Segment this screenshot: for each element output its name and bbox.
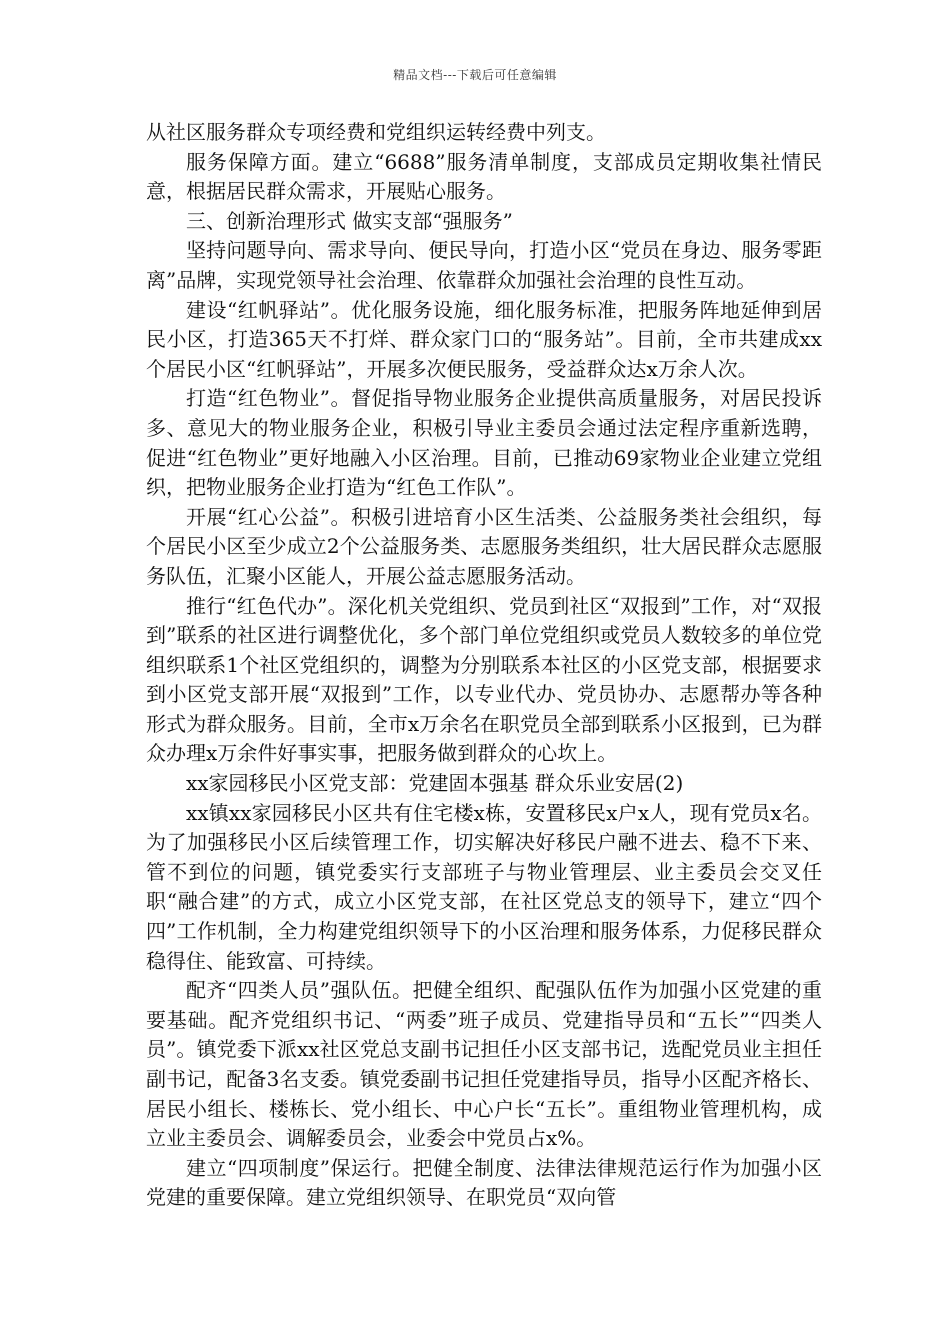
paragraph: 推行“红色代办”。深化机关党组织、党员到社区“双报到”工作，对“双报到”联系的社区进行调整优化，多个部门单位党组织或党员人数较多的单位党组织联系1个社区党组织的，调整为分别联系本社区的小区党支部，根据要求到小区党支部开展“双报到”工作，以专业代办、党员协办、志愿帮办等各种形式为群众服务。目前，全市x万余名在职党员全部到联系小区报到，已为群众办理x万余件好事实事，把服务做到群众的心坎上。 <box>146 593 822 766</box>
paragraph: 从社区服务群众专项经费和党组织运转经费中列支。 <box>146 120 606 144</box>
document-body <box>146 118 822 1213</box>
paragraph: 服务保障方面。建立“6688”服务清单制度，支部成员定期收集社情民意，根据居民群众需求，开展贴心服务。 <box>146 149 822 204</box>
paragraph: 建设“红帆驿站”。优化服务设施，细化服务标准，把服务阵地延伸到居民小区，打造365天不打烊、群众家门口的“服务站”。目前，全市共建成xx个居民小区“红帆驿站”，开展多次便民服务，受益群众达x万余人次。 <box>146 297 822 381</box>
paragraph: xx镇xx家园移民小区共有住宅楼x栋，安置移民x户x人，现有党员x名。为了加强移民小区后续管理工作，切实解决好移民户融不进去、稳不下来、管不到位的问题，镇党委实行支部班子与物业管理层、业主委员会交叉任职“融合建”的方式，成立小区党支部，在社区党总支的领导下，建立“四个四”工作机制，全力构建党组织领导下的小区治理和服务体系，力促移民群众稳得住、能致富、可持续。 <box>146 800 822 973</box>
paragraph: 坚持问题导向、需求导向、便民导向，打造小区“党员在身边、服务零距离”品牌，实现党领导社会治理、依靠群众加强社会治理的良性互动。 <box>146 238 822 292</box>
section-heading: xx家园移民小区党支部：党建固本强基 群众乐业安居(2) <box>186 771 684 796</box>
section-heading: 三、创新治理形式 做实支部“强服务” <box>186 208 513 233</box>
paragraph: 开展“红心公益”。积极引进培育小区生活类、公益服务类社会组织，每个居民小区至少成立2个公益服务类、志愿服务类组织，壮大居民群众志愿服务队伍，汇聚小区能人，开展公益志愿服务活动。 <box>146 504 822 588</box>
paragraph: 打造“红色物业”。督促指导物业服务企业提供高质量服务，对居民投诉多、意见大的物业服务企业，积极引导业主委员会通过法定程序重新选聘，促进“红色物业”更好地融入小区治理。目前，已推动69家物业企业建立党组织，把物业服务企业打造为“红色工作队”。 <box>146 386 822 500</box>
page-header: 精品文档---下载后可任意编辑 <box>393 68 557 82</box>
paragraph: 建立“四项制度”保运行。把健全制度、法律法律规范运行作为加强小区党建的重要保障。建立党组织领导、在职党员“双向管 <box>146 1155 822 1210</box>
paragraph: 配齐“四类人员”强队伍。把健全组织、配强队伍作为加强小区党建的重要基础。配齐党组织书记、“两委”班子成员、党建指导员和“五长”“四类人员”。镇党委下派xx社区党总支副书记担任小区支部书记，选配党员业主担任副书记，配备3名支委。镇党委副书记担任党建指导员，指导小区配齐格长、居民小组长、楼栋长、党小组长、中心户长“五长”。重组物业管理机构，成立业主委员会、调解委员会，业委会中党员占x%。 <box>146 978 822 1151</box>
